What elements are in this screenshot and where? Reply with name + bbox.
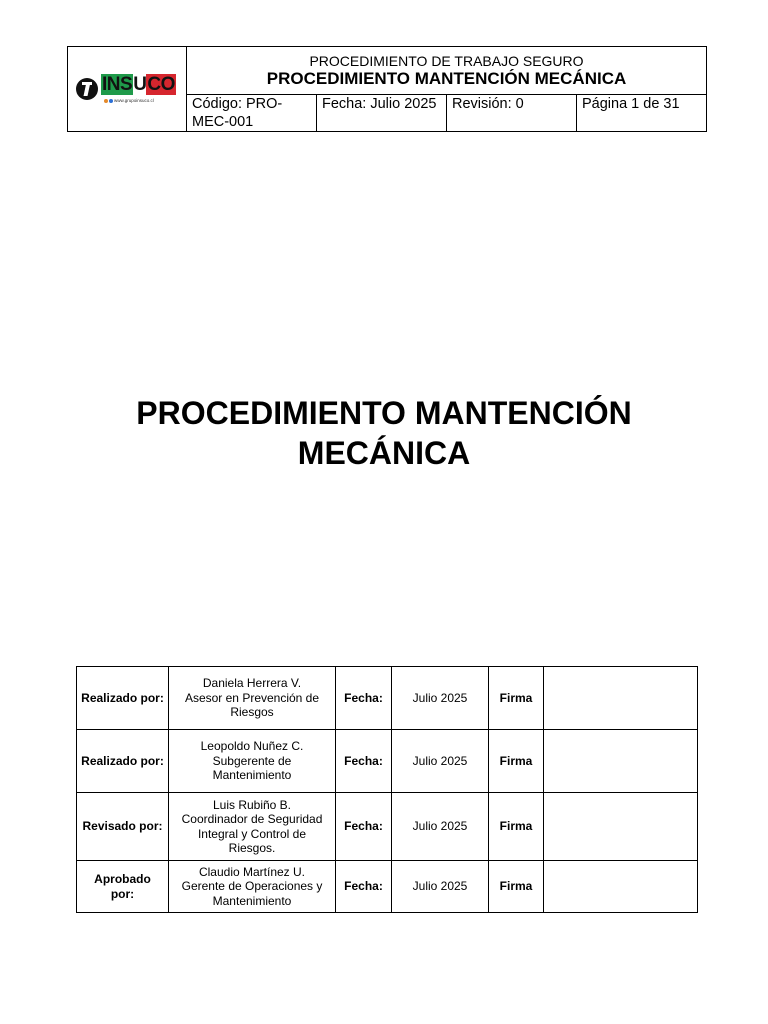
approval-date: Julio 2025: [392, 793, 489, 861]
approval-person: [169, 793, 336, 861]
document-title: [0, 393, 768, 473]
approval-date-label: Fecha:: [336, 861, 392, 913]
approval-signature-box: [544, 730, 698, 793]
header-title-cell: [187, 47, 707, 95]
approval-row: [77, 730, 698, 793]
header-line2: PROCEDIMIENTO MANTENCIÓN MECÁNICA: [266, 69, 627, 88]
approval-signature-label: Firma: [489, 667, 544, 730]
approval-signature-label: Firma: [489, 730, 544, 793]
web-icon: [109, 99, 113, 103]
approval-date-label: Fecha:: [336, 667, 392, 730]
logo-mark-icon: [76, 78, 98, 100]
document-code: Código: PRO-MEC-001: [187, 95, 317, 132]
approval-role: Realizado por:: [77, 667, 169, 730]
approval-person: [169, 730, 336, 793]
page-number: Página 1 de 31: [577, 95, 707, 132]
approval-date: Julio 2025: [392, 730, 489, 793]
approval-name: Claudio Martínez U.: [198, 864, 306, 879]
approval-signature-box: [544, 861, 698, 913]
approval-date: Julio 2025: [392, 861, 489, 913]
approval-table: [76, 666, 698, 913]
approval-name: Leopoldo Nuñez C.: [200, 739, 304, 754]
document-revision: Revisión: 0: [447, 95, 577, 132]
approval-person: [169, 861, 336, 913]
approval-person: [169, 667, 336, 730]
approval-signature-label: Firma: [489, 793, 544, 861]
approval-signature-box: [544, 793, 698, 861]
approval-row: [77, 861, 698, 913]
approval-signature-label: Firma: [489, 861, 544, 913]
logo-wordmark: INSUCO: [102, 74, 175, 95]
document-title-line2: MECÁNICA: [297, 435, 471, 471]
approval-role: Realizado por:: [77, 730, 169, 793]
logo-website: www.grupoinsuco.cl: [104, 98, 154, 103]
document-header: [67, 46, 707, 132]
approval-position: Gerente de Operaciones y Mantenimiento: [181, 879, 323, 908]
approval-date-label: Fecha:: [336, 793, 392, 861]
header-line1: PROCEDIMIENTO DE TRABAJO SEGURO: [309, 53, 584, 69]
approval-row: [77, 667, 698, 730]
approval-position: Subgerente de Mantenimiento: [212, 753, 292, 783]
approval-position: Coordinador de Seguridad Integral y Control de Riesgos.: [181, 812, 323, 855]
logo-cell: [68, 47, 187, 132]
approval-role: Aprobado por:: [77, 861, 169, 913]
approval-date-label: Fecha:: [336, 730, 392, 793]
document-title-line1: PROCEDIMIENTO MANTENCIÓN: [136, 395, 632, 431]
approval-name: Daniela Herrera V.: [202, 676, 302, 691]
approval-signature-box: [544, 667, 698, 730]
company-logo: [68, 47, 186, 131]
approval-role: Revisado por:: [77, 793, 169, 861]
document-date: Fecha: Julio 2025: [317, 95, 447, 132]
approval-position: Asesor en Prevención de Riesgos: [184, 690, 320, 720]
approval-name: Luis Rubiño B.: [212, 797, 292, 812]
approval-row: [77, 793, 698, 861]
social-icon: [104, 99, 108, 103]
approval-date: Julio 2025: [392, 667, 489, 730]
